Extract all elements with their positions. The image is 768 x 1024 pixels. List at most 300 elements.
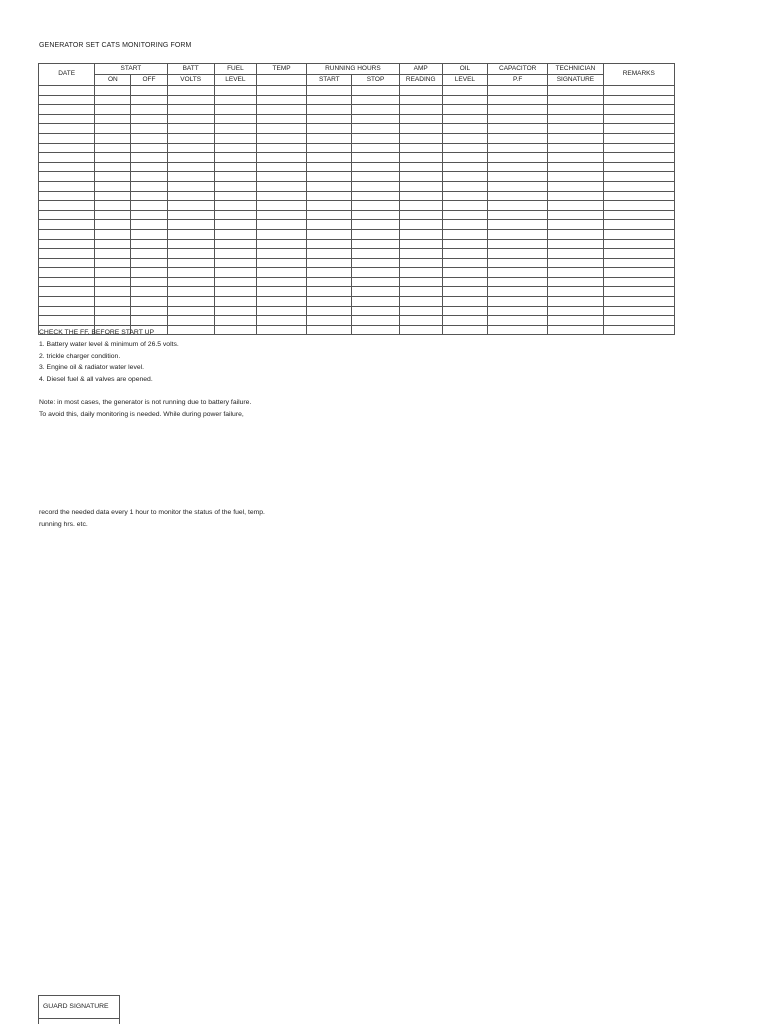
table-cell[interactable] (95, 95, 131, 105)
table-cell[interactable] (603, 162, 674, 172)
table-cell[interactable] (256, 172, 306, 182)
table-cell[interactable] (488, 220, 548, 230)
table-cell[interactable] (131, 268, 167, 278)
table-cell[interactable] (399, 249, 442, 259)
table-cell[interactable] (131, 306, 167, 316)
table-cell[interactable] (603, 325, 674, 335)
table-cell[interactable] (131, 210, 167, 220)
table-cell[interactable] (167, 268, 214, 278)
table-cell[interactable] (167, 153, 214, 163)
table-cell[interactable] (603, 316, 674, 326)
table-cell[interactable] (39, 172, 95, 182)
table-cell[interactable] (399, 287, 442, 297)
table-cell[interactable] (256, 287, 306, 297)
table-cell[interactable] (39, 239, 95, 249)
table-cell[interactable] (256, 114, 306, 124)
table-cell[interactable] (39, 133, 95, 143)
table-cell[interactable] (307, 133, 352, 143)
table-cell[interactable] (488, 306, 548, 316)
table-cell[interactable] (214, 287, 256, 297)
table-cell[interactable] (603, 287, 674, 297)
table-cell[interactable] (399, 210, 442, 220)
table-cell[interactable] (95, 201, 131, 211)
table-cell[interactable] (256, 297, 306, 307)
table-cell[interactable] (442, 229, 487, 239)
table-cell[interactable] (399, 258, 442, 268)
table-cell[interactable] (307, 153, 352, 163)
table-cell[interactable] (603, 191, 674, 201)
table-cell[interactable] (167, 181, 214, 191)
table-cell[interactable] (39, 277, 95, 287)
table-cell[interactable] (256, 268, 306, 278)
table-cell[interactable] (167, 306, 214, 316)
table-cell[interactable] (95, 277, 131, 287)
table-cell[interactable] (167, 191, 214, 201)
table-cell[interactable] (352, 316, 399, 326)
table-cell[interactable] (352, 239, 399, 249)
table-cell[interactable] (548, 210, 603, 220)
table-cell[interactable] (167, 143, 214, 153)
table-cell[interactable] (352, 229, 399, 239)
table-cell[interactable] (256, 249, 306, 259)
table-cell[interactable] (307, 172, 352, 182)
table-cell[interactable] (399, 239, 442, 249)
table-cell[interactable] (488, 143, 548, 153)
table-cell[interactable] (307, 124, 352, 134)
table-cell[interactable] (131, 114, 167, 124)
table-cell[interactable] (603, 220, 674, 230)
table-cell[interactable] (95, 162, 131, 172)
table-cell[interactable] (399, 172, 442, 182)
table-cell[interactable] (548, 306, 603, 316)
table-cell[interactable] (39, 153, 95, 163)
table-cell[interactable] (548, 133, 603, 143)
table-cell[interactable] (167, 229, 214, 239)
table-cell[interactable] (39, 143, 95, 153)
table-cell[interactable] (307, 181, 352, 191)
table-cell[interactable] (214, 201, 256, 211)
table-cell[interactable] (488, 201, 548, 211)
table-cell[interactable] (399, 143, 442, 153)
table-cell[interactable] (488, 86, 548, 96)
table-cell[interactable] (167, 162, 214, 172)
table-cell[interactable] (214, 210, 256, 220)
table-cell[interactable] (488, 316, 548, 326)
table-cell[interactable] (214, 249, 256, 259)
table-cell[interactable] (603, 239, 674, 249)
table-cell[interactable] (39, 287, 95, 297)
table-cell[interactable] (488, 124, 548, 134)
table-cell[interactable] (442, 306, 487, 316)
table-cell[interactable] (95, 316, 131, 326)
table-cell[interactable] (131, 220, 167, 230)
table-cell[interactable] (488, 229, 548, 239)
table-cell[interactable] (548, 268, 603, 278)
table-cell[interactable] (256, 133, 306, 143)
table-cell[interactable] (95, 239, 131, 249)
table-cell[interactable] (488, 162, 548, 172)
table-cell[interactable] (442, 105, 487, 115)
table-cell[interactable] (167, 277, 214, 287)
table-cell[interactable] (307, 220, 352, 230)
guard-signature-field[interactable] (39, 1019, 119, 1024)
table-cell[interactable] (548, 316, 603, 326)
table-cell[interactable] (399, 191, 442, 201)
table-cell[interactable] (307, 297, 352, 307)
table-cell[interactable] (352, 172, 399, 182)
table-cell[interactable] (399, 220, 442, 230)
table-cell[interactable] (603, 86, 674, 96)
table-cell[interactable] (442, 143, 487, 153)
table-cell[interactable] (603, 306, 674, 316)
table-cell[interactable] (167, 124, 214, 134)
table-cell[interactable] (603, 105, 674, 115)
table-cell[interactable] (307, 210, 352, 220)
table-cell[interactable] (488, 181, 548, 191)
table-cell[interactable] (548, 191, 603, 201)
table-cell[interactable] (548, 220, 603, 230)
table-cell[interactable] (603, 258, 674, 268)
table-cell[interactable] (307, 143, 352, 153)
table-cell[interactable] (214, 143, 256, 153)
table-cell[interactable] (352, 277, 399, 287)
table-cell[interactable] (214, 191, 256, 201)
table-cell[interactable] (167, 133, 214, 143)
table-cell[interactable] (603, 210, 674, 220)
table-cell[interactable] (442, 201, 487, 211)
table-cell[interactable] (256, 210, 306, 220)
table-cell[interactable] (131, 239, 167, 249)
table-cell[interactable] (603, 268, 674, 278)
table-cell[interactable] (442, 133, 487, 143)
table-cell[interactable] (442, 191, 487, 201)
table-cell[interactable] (488, 114, 548, 124)
table-cell[interactable] (95, 268, 131, 278)
table-cell[interactable] (95, 210, 131, 220)
table-cell[interactable] (39, 95, 95, 105)
table-cell[interactable] (488, 191, 548, 201)
table-cell[interactable] (488, 287, 548, 297)
table-cell[interactable] (548, 86, 603, 96)
table-cell[interactable] (352, 249, 399, 259)
table-cell[interactable] (399, 306, 442, 316)
table-cell[interactable] (95, 105, 131, 115)
table-cell[interactable] (603, 297, 674, 307)
table-cell[interactable] (442, 277, 487, 287)
table-cell[interactable] (167, 316, 214, 326)
table-cell[interactable] (131, 191, 167, 201)
table-cell[interactable] (256, 220, 306, 230)
table-cell[interactable] (95, 172, 131, 182)
table-cell[interactable] (256, 191, 306, 201)
table-cell[interactable] (442, 86, 487, 96)
table-cell[interactable] (307, 316, 352, 326)
table-cell[interactable] (399, 133, 442, 143)
table-cell[interactable] (256, 306, 306, 316)
table-cell[interactable] (399, 268, 442, 278)
table-cell[interactable] (603, 153, 674, 163)
table-cell[interactable] (352, 220, 399, 230)
table-cell[interactable] (256, 143, 306, 153)
table-cell[interactable] (352, 268, 399, 278)
table-cell[interactable] (214, 153, 256, 163)
table-cell[interactable] (548, 249, 603, 259)
table-cell[interactable] (399, 162, 442, 172)
table-cell[interactable] (488, 95, 548, 105)
table-cell[interactable] (95, 306, 131, 316)
table-cell[interactable] (548, 114, 603, 124)
table-cell[interactable] (256, 277, 306, 287)
table-cell[interactable] (399, 201, 442, 211)
table-cell[interactable] (488, 249, 548, 259)
table-cell[interactable] (167, 239, 214, 249)
table-cell[interactable] (95, 124, 131, 134)
table-cell[interactable] (39, 297, 95, 307)
table-cell[interactable] (548, 162, 603, 172)
table-cell[interactable] (488, 277, 548, 287)
table-cell[interactable] (214, 239, 256, 249)
table-cell[interactable] (352, 105, 399, 115)
table-cell[interactable] (131, 143, 167, 153)
table-cell[interactable] (39, 268, 95, 278)
table-cell[interactable] (95, 229, 131, 239)
table-cell[interactable] (214, 220, 256, 230)
table-cell[interactable] (39, 249, 95, 259)
table-cell[interactable] (214, 306, 256, 316)
table-cell[interactable] (442, 181, 487, 191)
table-cell[interactable] (399, 95, 442, 105)
table-cell[interactable] (603, 124, 674, 134)
table-cell[interactable] (214, 172, 256, 182)
table-cell[interactable] (399, 181, 442, 191)
table-cell[interactable] (442, 316, 487, 326)
table-cell[interactable] (214, 124, 256, 134)
table-cell[interactable] (131, 201, 167, 211)
table-cell[interactable] (548, 239, 603, 249)
table-cell[interactable] (95, 249, 131, 259)
table-cell[interactable] (214, 277, 256, 287)
table-cell[interactable] (603, 201, 674, 211)
table-cell[interactable] (214, 229, 256, 239)
table-cell[interactable] (256, 239, 306, 249)
table-cell[interactable] (307, 258, 352, 268)
table-cell[interactable] (442, 258, 487, 268)
table-cell[interactable] (307, 201, 352, 211)
table-cell[interactable] (399, 316, 442, 326)
table-cell[interactable] (39, 124, 95, 134)
table-cell[interactable] (307, 95, 352, 105)
table-cell[interactable] (131, 229, 167, 239)
table-cell[interactable] (442, 325, 487, 335)
table-cell[interactable] (352, 297, 399, 307)
table-cell[interactable] (256, 201, 306, 211)
table-cell[interactable] (214, 162, 256, 172)
table-cell[interactable] (548, 277, 603, 287)
table-cell[interactable] (307, 229, 352, 239)
table-cell[interactable] (488, 153, 548, 163)
table-cell[interactable] (399, 124, 442, 134)
table-cell[interactable] (39, 114, 95, 124)
table-cell[interactable] (548, 258, 603, 268)
table-cell[interactable] (352, 143, 399, 153)
table-cell[interactable] (131, 105, 167, 115)
table-cell[interactable] (548, 181, 603, 191)
table-cell[interactable] (488, 133, 548, 143)
table-cell[interactable] (39, 229, 95, 239)
table-cell[interactable] (442, 268, 487, 278)
table-cell[interactable] (131, 86, 167, 96)
table-cell[interactable] (442, 210, 487, 220)
table-cell[interactable] (442, 172, 487, 182)
table-cell[interactable] (95, 297, 131, 307)
table-cell[interactable] (39, 220, 95, 230)
table-cell[interactable] (488, 325, 548, 335)
table-cell[interactable] (399, 153, 442, 163)
table-cell[interactable] (548, 172, 603, 182)
table-cell[interactable] (131, 258, 167, 268)
table-cell[interactable] (603, 114, 674, 124)
table-cell[interactable] (256, 162, 306, 172)
table-cell[interactable] (307, 277, 352, 287)
table-cell[interactable] (214, 114, 256, 124)
table-cell[interactable] (256, 181, 306, 191)
table-cell[interactable] (399, 325, 442, 335)
table-cell[interactable] (548, 105, 603, 115)
table-cell[interactable] (352, 258, 399, 268)
table-cell[interactable] (256, 229, 306, 239)
table-cell[interactable] (256, 86, 306, 96)
table-cell[interactable] (352, 191, 399, 201)
table-cell[interactable] (39, 316, 95, 326)
table-cell[interactable] (95, 153, 131, 163)
table-cell[interactable] (352, 306, 399, 316)
table-cell[interactable] (603, 143, 674, 153)
table-cell[interactable] (442, 153, 487, 163)
table-cell[interactable] (95, 181, 131, 191)
table-cell[interactable] (131, 124, 167, 134)
table-cell[interactable] (307, 306, 352, 316)
table-cell[interactable] (214, 181, 256, 191)
table-cell[interactable] (307, 114, 352, 124)
table-cell[interactable] (39, 162, 95, 172)
table-cell[interactable] (399, 114, 442, 124)
table-cell[interactable] (131, 277, 167, 287)
table-cell[interactable] (256, 95, 306, 105)
table-cell[interactable] (603, 277, 674, 287)
table-cell[interactable] (603, 172, 674, 182)
table-cell[interactable] (307, 239, 352, 249)
table-cell[interactable] (39, 201, 95, 211)
table-cell[interactable] (214, 95, 256, 105)
table-cell[interactable] (39, 181, 95, 191)
table-cell[interactable] (442, 220, 487, 230)
table-cell[interactable] (399, 297, 442, 307)
table-cell[interactable] (167, 249, 214, 259)
table-cell[interactable] (603, 181, 674, 191)
table-cell[interactable] (95, 287, 131, 297)
table-cell[interactable] (307, 162, 352, 172)
table-cell[interactable] (548, 143, 603, 153)
table-cell[interactable] (307, 249, 352, 259)
table-cell[interactable] (167, 86, 214, 96)
table-cell[interactable] (95, 258, 131, 268)
table-cell[interactable] (307, 105, 352, 115)
table-cell[interactable] (256, 316, 306, 326)
table-cell[interactable] (39, 258, 95, 268)
table-cell[interactable] (399, 86, 442, 96)
table-cell[interactable] (548, 124, 603, 134)
table-cell[interactable] (548, 229, 603, 239)
table-cell[interactable] (39, 105, 95, 115)
table-cell[interactable] (442, 249, 487, 259)
table-cell[interactable] (352, 133, 399, 143)
table-cell[interactable] (131, 153, 167, 163)
table-cell[interactable] (131, 133, 167, 143)
table-cell[interactable] (214, 297, 256, 307)
table-cell[interactable] (214, 268, 256, 278)
table-cell[interactable] (95, 133, 131, 143)
table-cell[interactable] (95, 114, 131, 124)
table-cell[interactable] (214, 86, 256, 96)
table-cell[interactable] (167, 287, 214, 297)
table-cell[interactable] (603, 229, 674, 239)
table-cell[interactable] (352, 95, 399, 105)
table-cell[interactable] (131, 297, 167, 307)
table-cell[interactable] (352, 287, 399, 297)
table-cell[interactable] (95, 143, 131, 153)
table-cell[interactable] (39, 306, 95, 316)
table-cell[interactable] (352, 181, 399, 191)
table-cell[interactable] (548, 95, 603, 105)
table-cell[interactable] (131, 287, 167, 297)
table-cell[interactable] (488, 172, 548, 182)
table-cell[interactable] (131, 249, 167, 259)
table-cell[interactable] (167, 201, 214, 211)
table-cell[interactable] (603, 95, 674, 105)
table-cell[interactable] (442, 239, 487, 249)
table-cell[interactable] (442, 124, 487, 134)
table-cell[interactable] (307, 268, 352, 278)
table-cell[interactable] (131, 172, 167, 182)
table-cell[interactable] (442, 162, 487, 172)
table-cell[interactable] (352, 114, 399, 124)
table-cell[interactable] (352, 153, 399, 163)
table-cell[interactable] (442, 287, 487, 297)
table-cell[interactable] (167, 172, 214, 182)
table-cell[interactable] (603, 249, 674, 259)
table-cell[interactable] (95, 86, 131, 96)
table-cell[interactable] (214, 105, 256, 115)
table-cell[interactable] (256, 325, 306, 335)
table-cell[interactable] (352, 162, 399, 172)
table-cell[interactable] (167, 297, 214, 307)
table-cell[interactable] (307, 191, 352, 201)
table-cell[interactable] (131, 162, 167, 172)
table-cell[interactable] (256, 153, 306, 163)
table-cell[interactable] (167, 114, 214, 124)
table-cell[interactable] (352, 325, 399, 335)
table-cell[interactable] (214, 133, 256, 143)
table-cell[interactable] (399, 229, 442, 239)
table-cell[interactable] (442, 95, 487, 105)
table-cell[interactable] (167, 220, 214, 230)
table-cell[interactable] (488, 239, 548, 249)
table-cell[interactable] (352, 210, 399, 220)
table-cell[interactable] (307, 86, 352, 96)
table-cell[interactable] (548, 287, 603, 297)
table-cell[interactable] (167, 210, 214, 220)
table-cell[interactable] (95, 220, 131, 230)
